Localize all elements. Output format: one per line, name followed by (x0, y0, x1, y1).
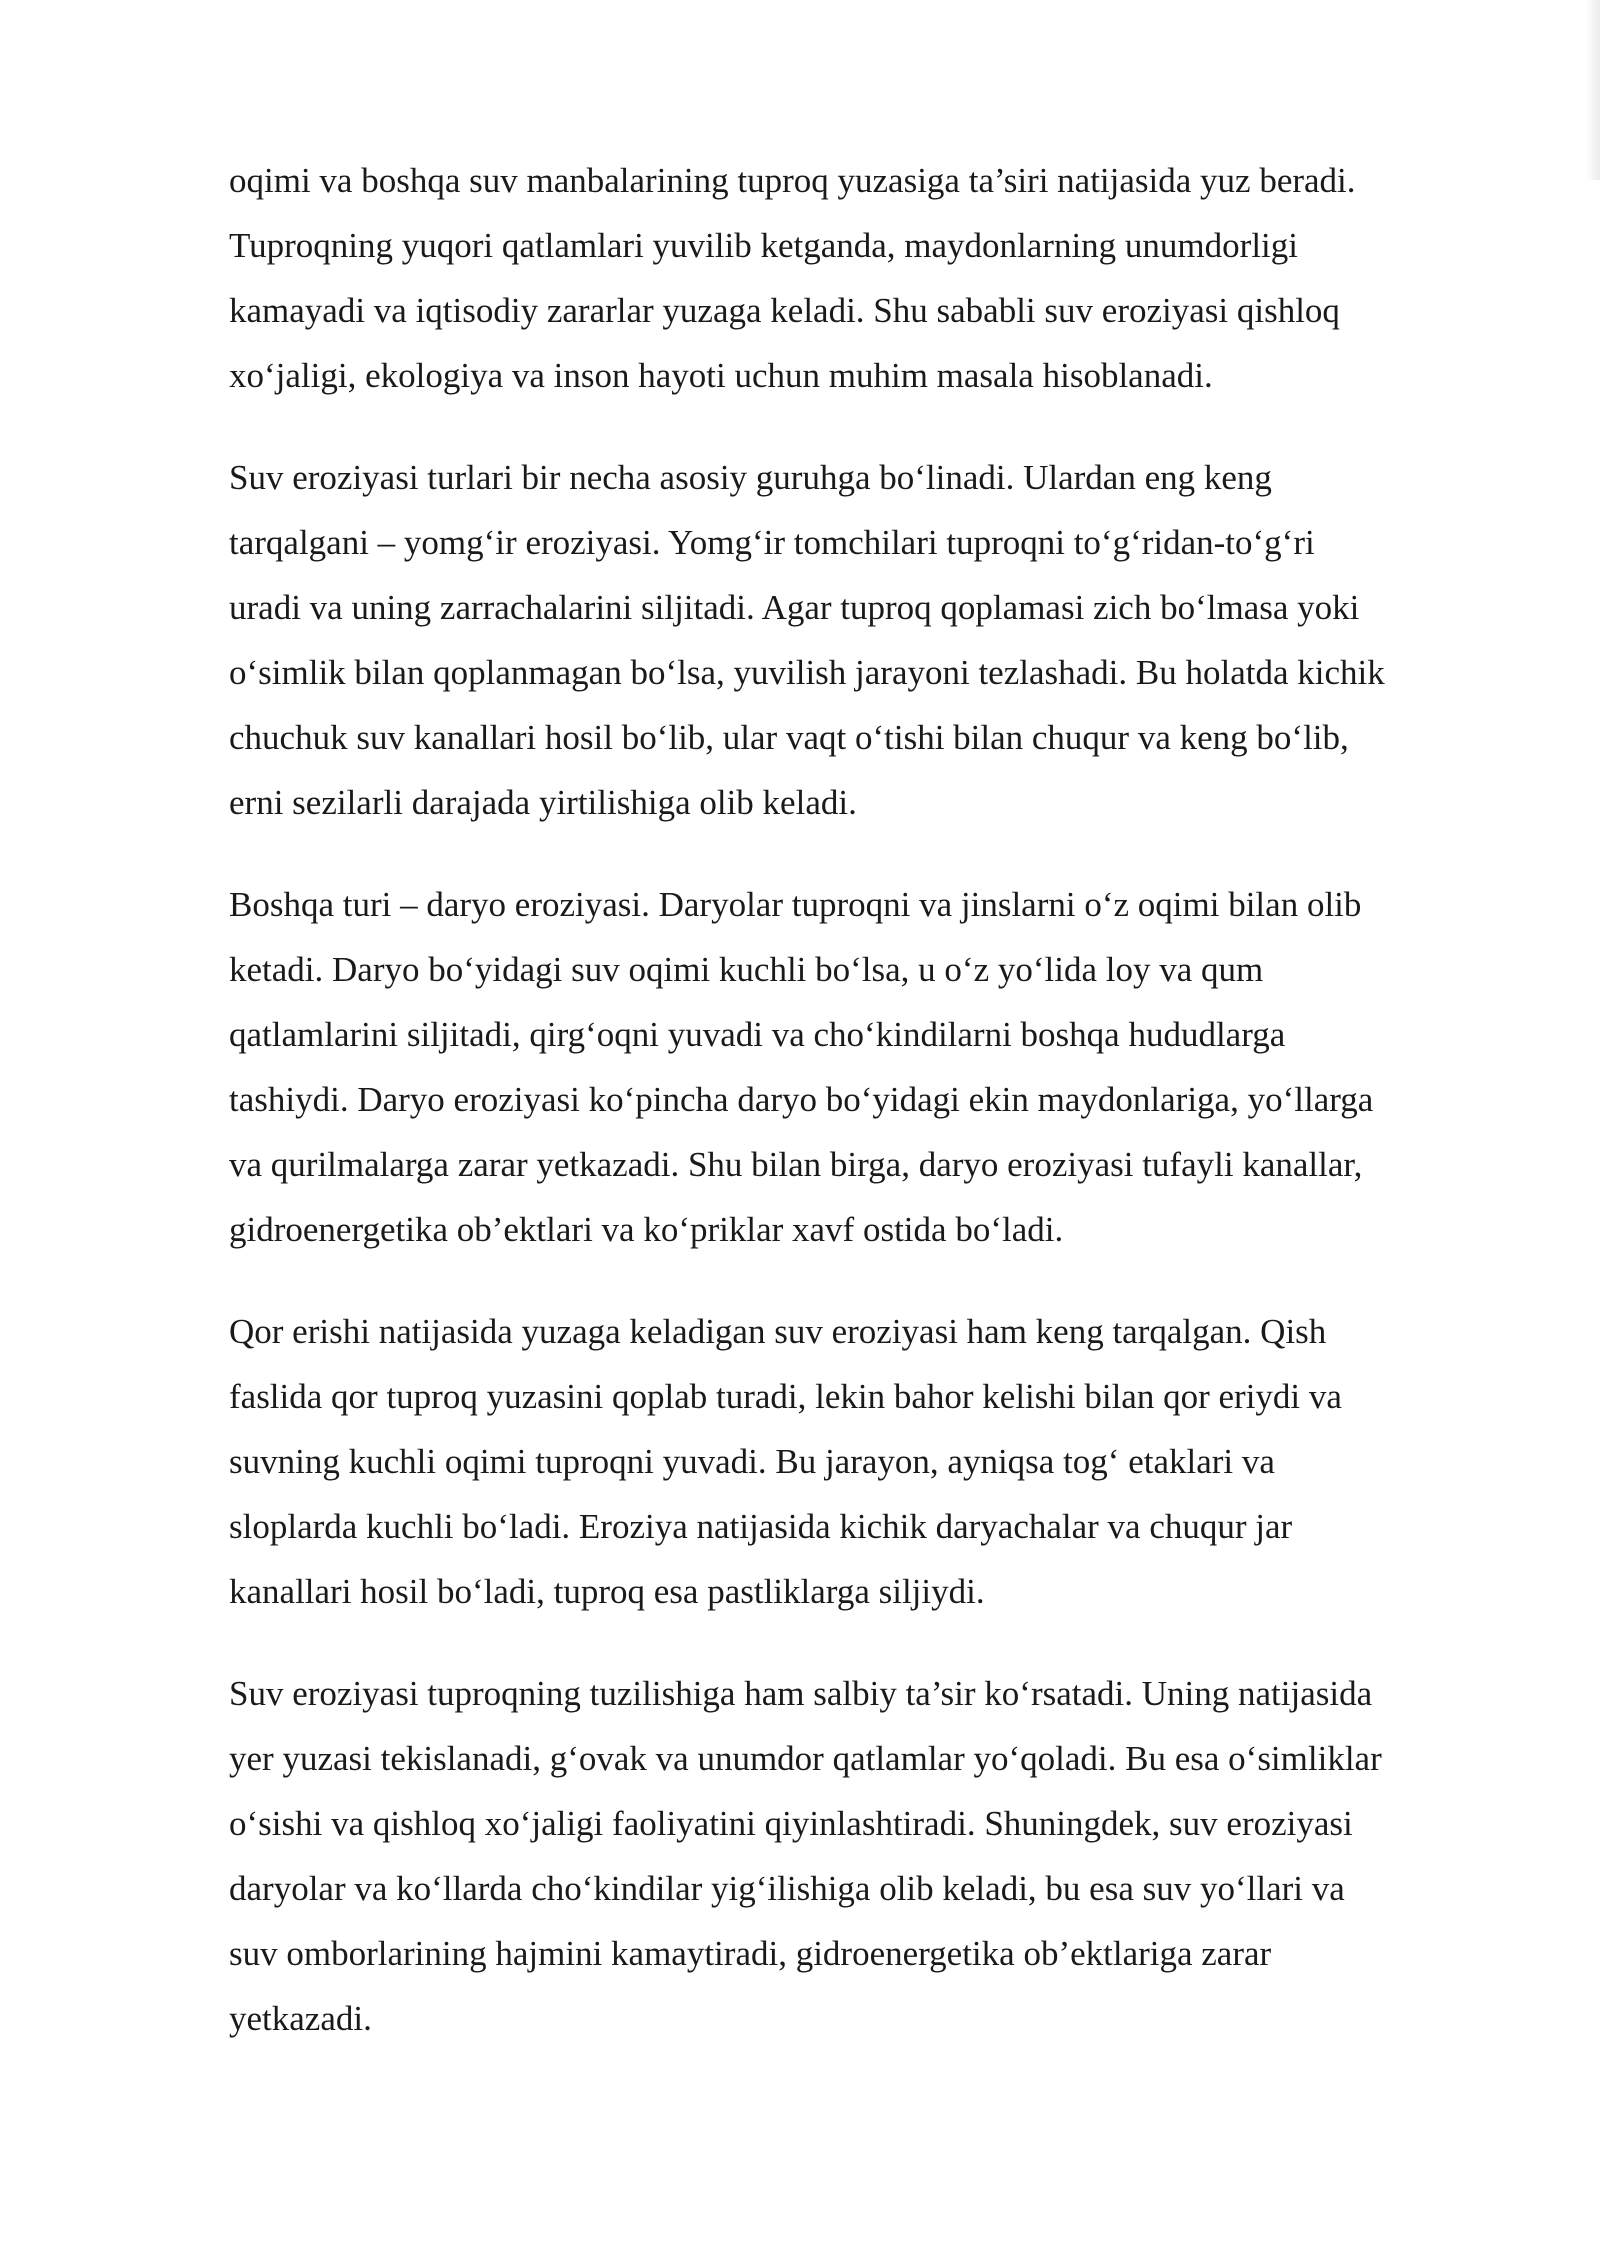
paragraph-1: oqimi va boshqa suv manbalarining tuproq yuzasiga ta’siri natijasida yuz beradi. Tuproqning yuqori qatlamlari yuvilib ketganda, maydonlarning unumdorligi kamayadi va iqtisodiy zararlar yuzaga keladi. Shu sababli suv eroziyasi qishloq xo‘jaligi, ekologiya va inson hayoti uchun muhim masala hisoblanadi. (229, 161, 1356, 395)
page-edge-shadow (1586, 0, 1600, 180)
paragraph-5: Suv eroziyasi tuproqning tuzilishiga ham salbiy ta’sir ko‘rsatadi. Uning natijasida yer yuzasi tekislanadi, g‘ovak va unumdor qatlamlar yo‘qoladi. Bu esa o‘simliklar o‘sishi va qishloq xo‘jaligi faoliyatini qiyinlashtiradi. Shuningdek, suv eroziyasi daryolar va ko‘llarda cho‘kindilar yig‘ilishiga olib keladi, bu esa suv yo‘llari va suv omborlarining hajmini kamaytiradi, gidroenergetika ob’ektlariga zarar yetkazadi. (229, 1674, 1382, 2038)
paragraph-2: Suv eroziyasi turlari bir necha asosiy guruhga bo‘linadi. Ulardan eng keng tarqalgani – yomg‘ir eroziyasi. Yomg‘ir tomchilari tuproqni to‘g‘ridan-to‘g‘ri uradi va uning zarrachalarini siljitadi. Agar tuproq qoplamasi zich bo‘lmasa yoki o‘simlik bilan qoplanmagan bo‘lsa, yuvilish jarayoni tezlashadi. Bu holatda kichik chuchuk suv kanallari hosil bo‘lib, ular vaqt o‘tishi bilan chuqur va keng bo‘lib, erni sezilarli darajada yirtilishiga olib keladi. (229, 458, 1385, 822)
document-body (229, 148, 1479, 2088)
paragraph-4: Qor erishi natijasida yuzaga keladigan suv eroziyasi ham keng tarqalgan. Qish faslida qor tuproq yuzasini qoplab turadi, lekin bahor kelishi bilan qor eriydi va suvning kuchli oqimi tuproqni yuvadi. Bu jarayon, ayniqsa tog‘ etaklari va sloplarda kuchli bo‘ladi. Eroziya natijasida kichik daryachalar va chuqur jar kanallari hosil bo‘ladi, tuproq esa pastliklarga siljiydi. (229, 1312, 1342, 1611)
paragraph-3: Boshqa turi – daryo eroziyasi. Daryolar tuproqni va jinslarni o‘z oqimi bilan olib ketadi. Daryo bo‘yidagi suv oqimi kuchli bo‘lsa, u o‘z yo‘lida loy va qum qatlamlarini siljitadi, qirg‘oqni yuvadi va cho‘kindilarni boshqa hududlarga tashiydi. Daryo eroziyasi ko‘pincha daryo bo‘yidagi ekin maydonlariga, yo‘llarga va qurilmalarga zarar yetkazadi. Shu bilan birga, daryo eroziyasi tufayli kanallar, gidroenergetika ob’ektlari va ko‘priklar xavf ostida bo‘ladi. (229, 885, 1374, 1249)
